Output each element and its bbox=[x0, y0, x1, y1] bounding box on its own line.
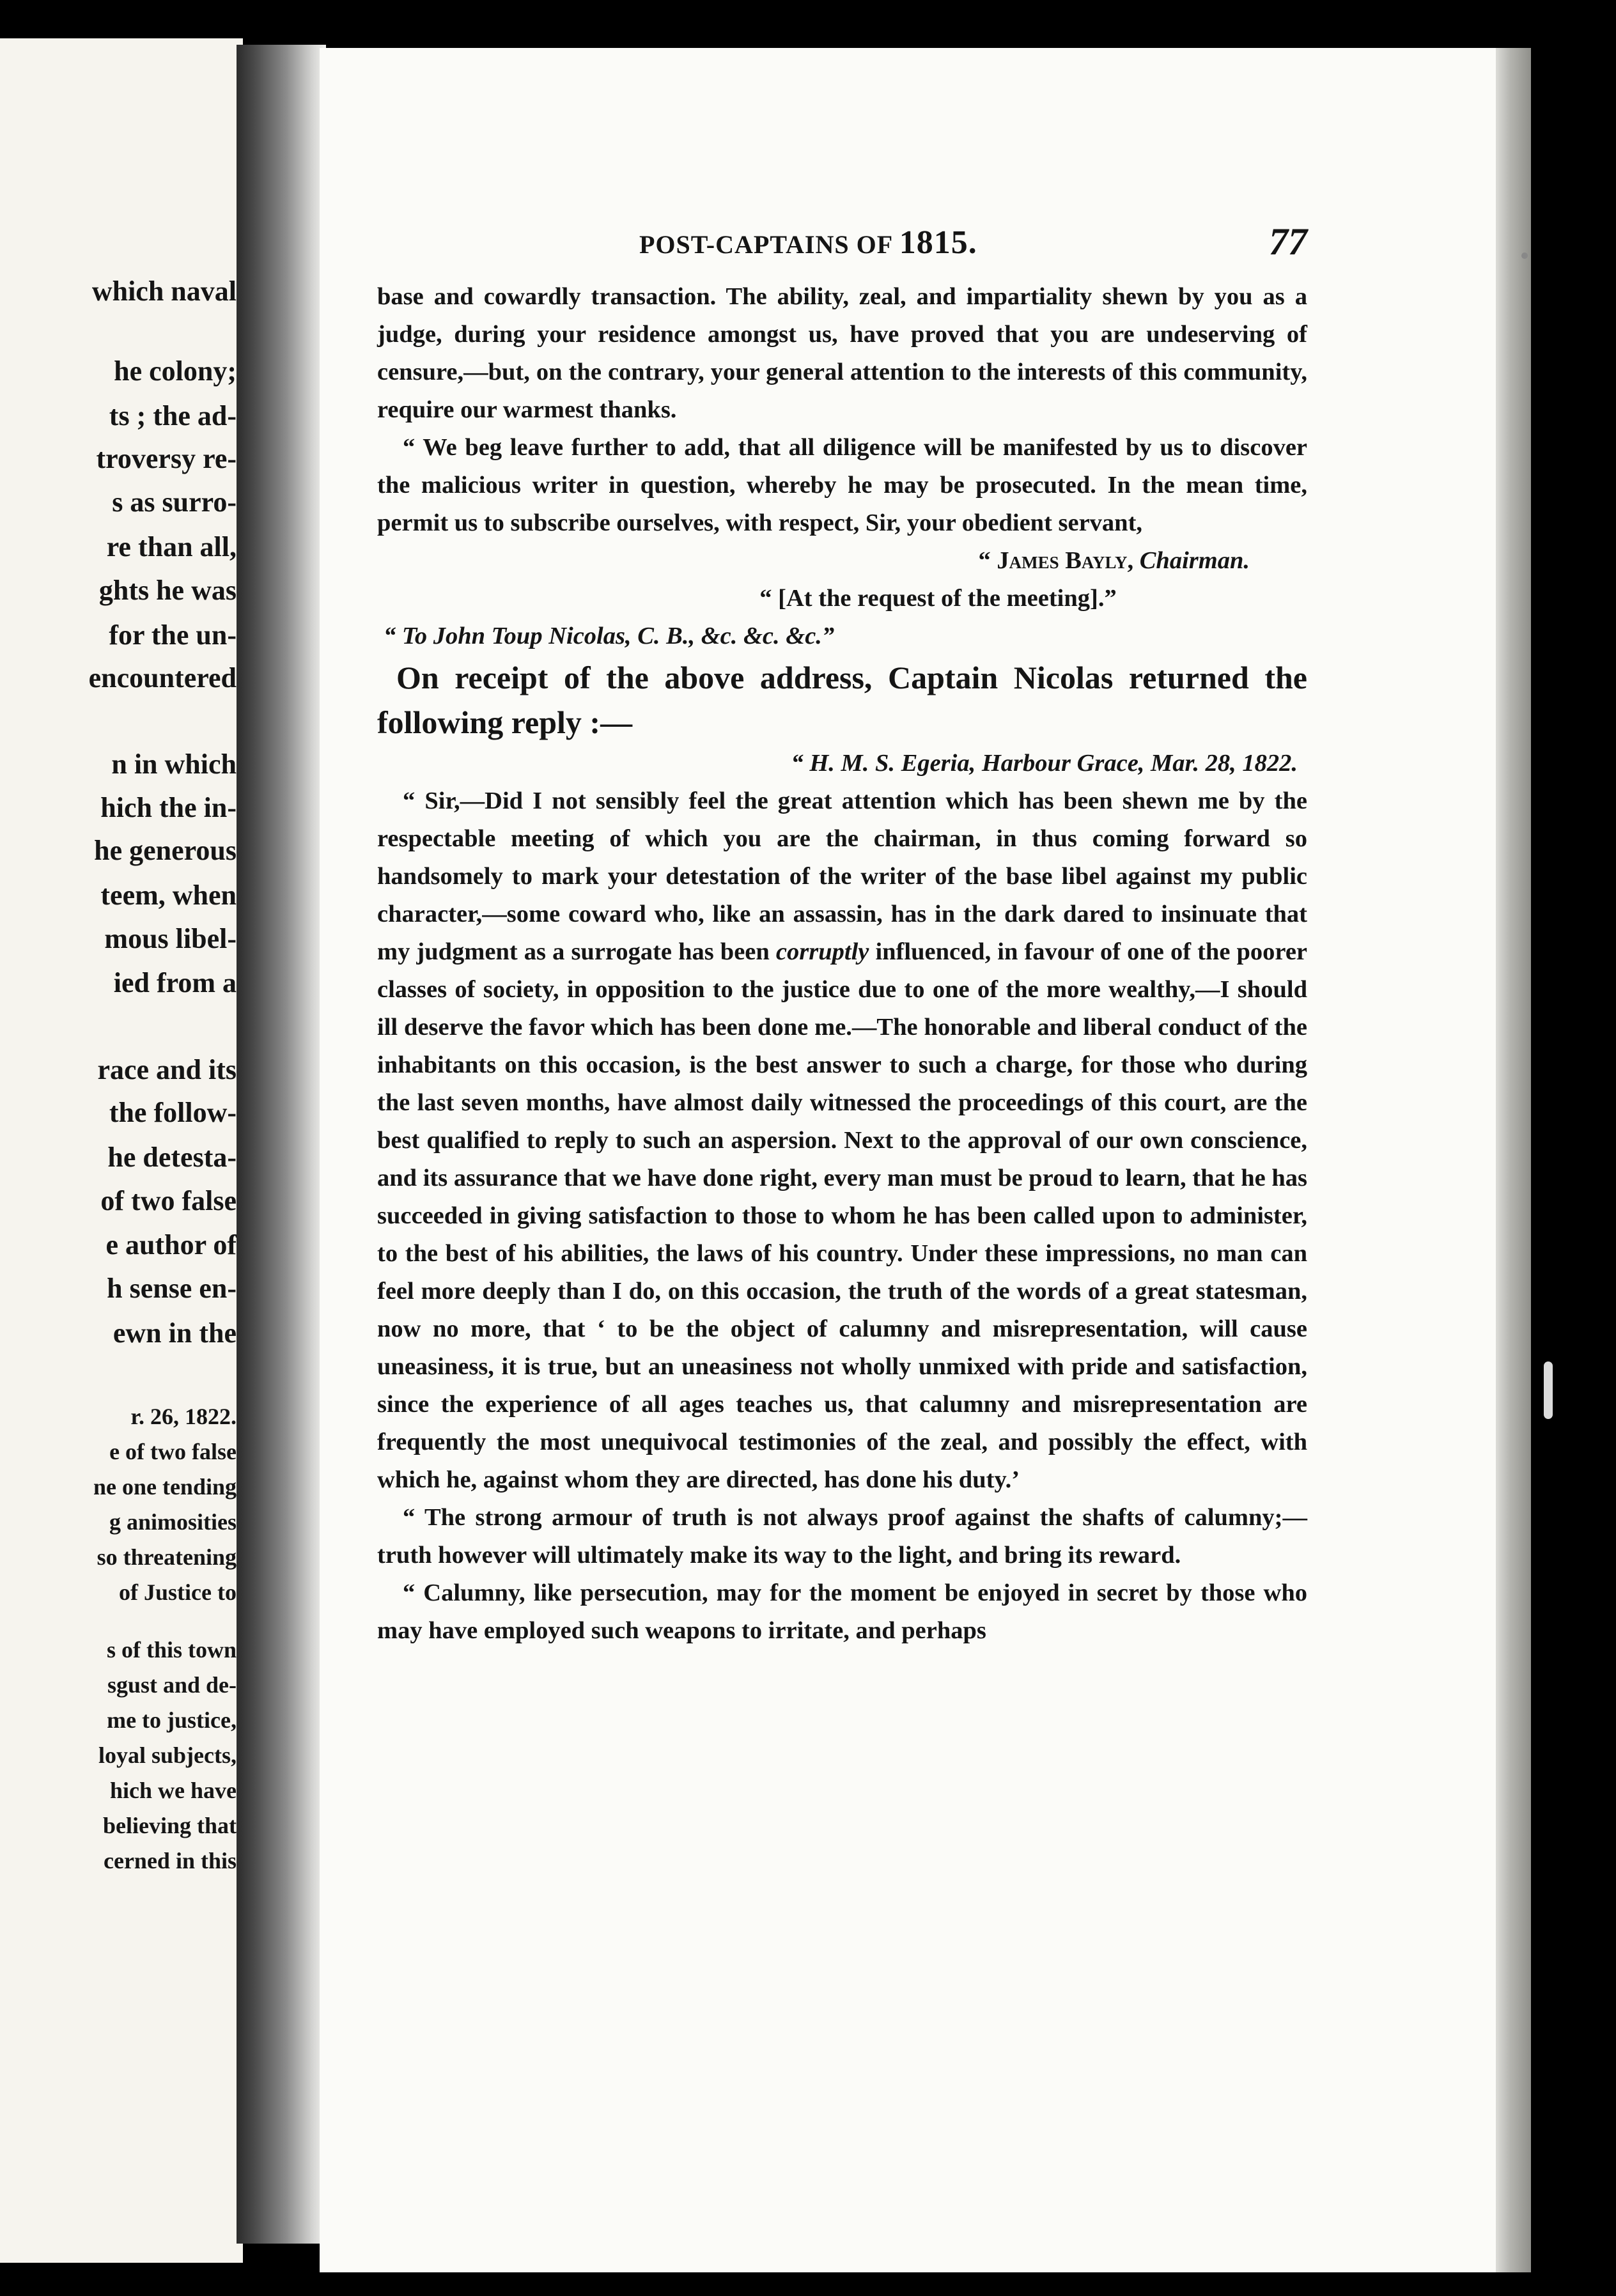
left-line: he detesta- bbox=[107, 1142, 237, 1173]
reply-intro: On receipt of the above address, Captain Nicolas returned the following reply :— bbox=[377, 660, 1307, 740]
running-title-text: POST-CAPTAINS OF bbox=[639, 230, 892, 259]
left-line: h sense en- bbox=[107, 1273, 237, 1304]
left-line: ts ; the ad- bbox=[109, 400, 237, 431]
paragraph: base and cowardly transaction. The ability, zeal, and impartiality shewn by you as a judge, during your residence amongst us, have proved that you are undeserving of censure,—but, on the contrary, your general attention to the interests of this community, require our warmest thanks. bbox=[377, 283, 1307, 423]
left-line: he generous bbox=[94, 835, 237, 866]
addressee-line: “ To John Toup Nicolas, C. B., &c. &c. &c.” bbox=[384, 623, 835, 649]
left-line: teem, when bbox=[100, 880, 237, 911]
left-line: race and its bbox=[97, 1054, 237, 1085]
left-line: of two false bbox=[100, 1185, 237, 1216]
left-line: of Justice to bbox=[119, 1579, 237, 1605]
left-line: g animosities bbox=[109, 1509, 237, 1535]
left-line: sgust and de- bbox=[107, 1672, 237, 1698]
left-line: mous libel- bbox=[104, 923, 237, 954]
left-line: re than all, bbox=[106, 531, 237, 562]
left-line: cerned in this bbox=[103, 1848, 237, 1873]
left-line: which naval bbox=[91, 275, 237, 307]
left-line: so threatening bbox=[97, 1544, 237, 1570]
request-line: “ [At the request of the meeting].” bbox=[759, 585, 1117, 612]
speck-mark bbox=[1521, 252, 1528, 259]
paragraph: “ Calumny, like persecution, may for the moment be enjoyed in secret by those who may have employed such weapons to irritate, and perhaps bbox=[377, 1579, 1307, 1644]
page-number: 77 bbox=[1269, 221, 1307, 263]
left-line: encountered bbox=[88, 662, 237, 694]
left-line: he colony; bbox=[114, 355, 237, 387]
left-line: ied from a bbox=[113, 967, 237, 998]
left-line: hich the in- bbox=[100, 792, 237, 823]
left-line: for the un- bbox=[109, 619, 237, 651]
italic-word: corruptly bbox=[775, 938, 869, 965]
main-text bbox=[377, 278, 1307, 1650]
page-header bbox=[639, 221, 1307, 268]
left-line: hich we have bbox=[110, 1778, 237, 1803]
signature-line bbox=[377, 542, 1307, 580]
paragraph: “ The strong armour of truth is not always proof against the shafts of calumny;—truth however will ultimately make its way to the light, and bring its reward. bbox=[377, 1504, 1307, 1569]
left-line: ghts he was bbox=[98, 575, 237, 606]
page-edge bbox=[1496, 48, 1531, 2272]
signature-title: Chairman. bbox=[1139, 547, 1250, 574]
running-title bbox=[639, 224, 977, 261]
book-gutter bbox=[237, 45, 326, 2244]
paragraph-part: “ Sir,—Did I not sensibly feel the great attention which has been shewn me by the respectable meeting of which you are the chairman, in thus coming forward so handsomely to mark your detestation of the writer of the base libel against my public character,—some coward who, like an assassin, has in the dark dared to insinuate that my judgment as a surrogate has been bbox=[377, 787, 1307, 965]
running-title-year: 1815. bbox=[899, 224, 977, 261]
left-line: s of this town bbox=[106, 1637, 237, 1663]
signature-name: “ James Bayly, bbox=[978, 547, 1134, 574]
left-line: r. 26, 1822. bbox=[130, 1404, 237, 1429]
left-line: e of two false bbox=[109, 1439, 237, 1464]
paragraph-part: influenced, in favour of one of the poorer classes of society, in opposition to the justice due to one of the more wealthy,—I should ill deserve the favor which has been done me.—The honorable and liberal conduct of the inhabitants on this occasion, is the best answer to such a charge, for those who during the last seven months, have almost daily witnessed the proceedings of this court, are the best qualified to reply to such an aspersion. Next to the approval of our own conscience, and its assurance that we have done right, every man must be proud to learn, that he has succeeded in giving satisfaction to those to whom he has been called upon to administer, to the best of his abilities, the laws of his country. Under these impressions, no man can feel more deeply than I do, on this occasion, the truth of the words of a great statesman, now no more, that ‘ to be the object of calumny and misrepresentation, will cause uneasiness, it is true, but an uneasiness not wholly unmixed with pride and satisfaction, since the experience of all ages teaches us, that calumny and misrepresentation are frequently the most unequivocal testimonies of the zeal, and possibly the effect, with which he, against whom they are directed, has done his duty.’ bbox=[377, 938, 1308, 1493]
left-line: ewn in the bbox=[113, 1317, 237, 1349]
paragraph bbox=[377, 782, 1307, 1499]
left-line: the follow- bbox=[109, 1097, 237, 1128]
left-line: troversy re- bbox=[96, 443, 237, 474]
left-line: me to justice, bbox=[107, 1707, 237, 1733]
left-line: e author of bbox=[105, 1229, 237, 1260]
left-page bbox=[0, 38, 243, 2263]
letter-dateline: “ H. M. S. Egeria, Harbour Grace, Mar. 28, 1822. bbox=[791, 750, 1298, 777]
paragraph: “ We beg leave further to add, that all diligence will be manifested by us to discover the malicious writer in question, whereby he may be prosecuted. In the mean time, permit us to subscribe ourselves, with respect, Sir, your obedient servant, bbox=[377, 434, 1307, 536]
left-line: believing that bbox=[102, 1813, 237, 1838]
left-line: n in which bbox=[111, 749, 237, 780]
left-line: s as surro- bbox=[112, 486, 237, 518]
left-line: loyal subjects, bbox=[98, 1742, 237, 1768]
left-line: ne one tending bbox=[93, 1474, 237, 1500]
page-fragment-mark bbox=[1544, 1361, 1553, 1419]
